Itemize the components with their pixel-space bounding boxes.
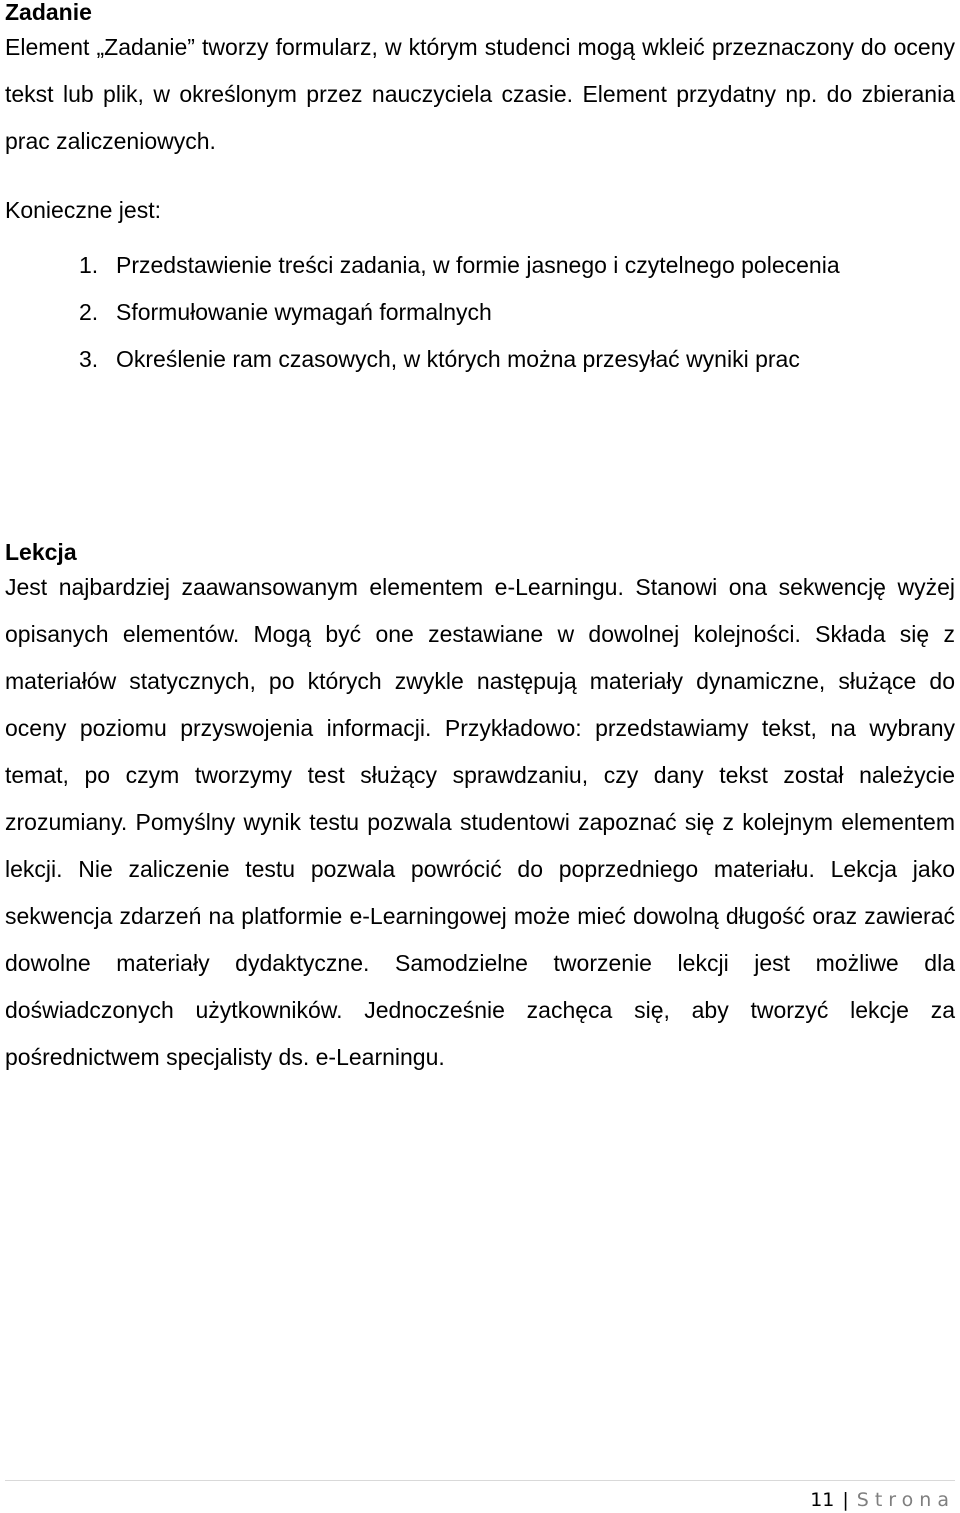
section-paragraph-zadanie: Element „Zadanie” tworzy formularz, w którym studenci mogą wkleić przeznaczony do oceny tekst lub plik, w określonym przez nauczyciela czasie. Element przydatny np. do zbierania prac zaliczeniowych.	[5, 34, 955, 154]
page-footer	[5, 1480, 955, 1511]
section-heading-zadanie: Zadanie	[5, 0, 92, 25]
list-item-text: Sformułowanie wymagań formalnych	[116, 299, 492, 325]
list-item	[5, 336, 955, 383]
footer-separator: |	[842, 1489, 849, 1511]
section-zadanie	[5, 0, 955, 383]
requirements-list	[5, 242, 955, 383]
section-lekcja	[5, 540, 955, 1081]
list-item-number: 3.	[79, 346, 99, 372]
list-item	[5, 289, 955, 336]
page-number: 11	[810, 1489, 835, 1511]
page-label: Strona	[856, 1489, 955, 1511]
list-item-number: 2.	[79, 299, 99, 325]
page-indicator	[810, 1489, 955, 1511]
list-item	[5, 242, 955, 289]
section-paragraph-lekcja: Jest najbardziej zaawansowanym elementem e-Learningu. Stanowi ona sekwencję wyżej opisanych elementów. Mogą być one zestawiane w dowolnej kolejności. Składa się z materiałów statycznych, po których zwykle następują materiały dynamiczne, służące do oceny poziomu przyswojenia informacji. Przykładowo: przedstawiamy tekst, na wybrany temat, po czym tworzymy test służący sprawdzaniu, czy dany tekst został należycie zrozumiany. Pomyślny wynik testu pozwala studentowi zapoznać się z kolejnym elementem lekcji. Nie zaliczenie testu pozwala powrócić do poprzedniego materiału. Lekcja jako sekwencja zdarzeń na platformie e-Learningowej może mieć dowolną długość oraz zawierać dowolne materiały dydaktyczne. Samodzielne tworzenie lekcji jest możliwe dla doświadczonych użytkowników. Jednocześnie zachęca się, aby tworzyć lekcje za pośrednictwem specjalisty ds. e-Learningu.	[5, 574, 955, 1070]
document-page	[5, 0, 955, 1070]
list-item-text: Określenie ram czasowych, w których można przesyłać wyniki prac	[116, 346, 800, 372]
section-heading-lekcja: Lekcja	[5, 539, 77, 565]
list-item-number: 1.	[79, 252, 99, 278]
requirements-intro: Konieczne jest:	[5, 197, 161, 223]
list-item-text: Przedstawienie treści zadania, w formie jasnego i czytelnego polecenia	[116, 252, 840, 278]
